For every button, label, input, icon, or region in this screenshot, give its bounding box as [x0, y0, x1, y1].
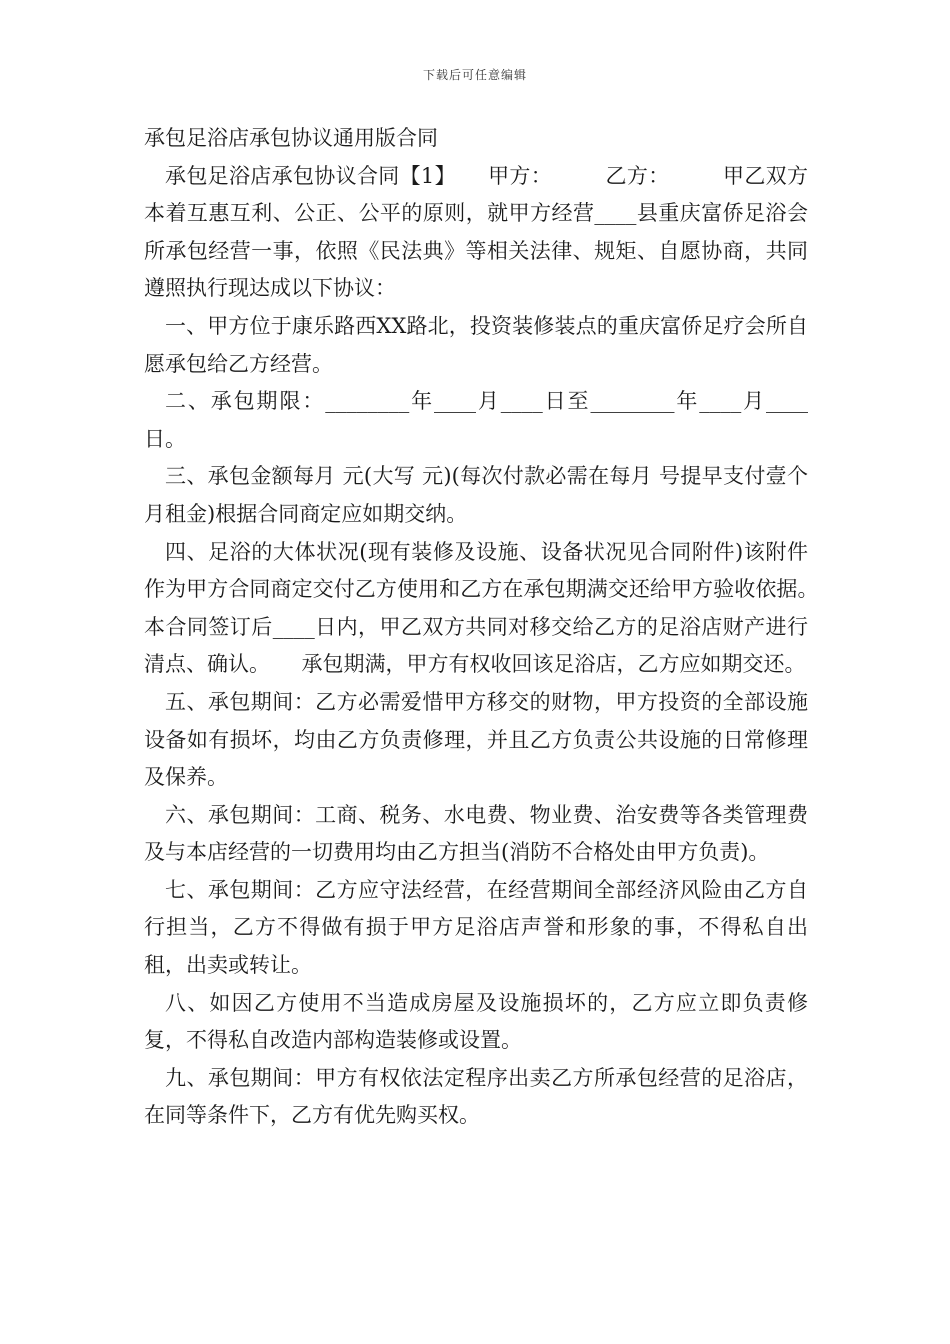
clause-9: 九、承包期间：甲方有权依法定程序出卖乙方所承包经营的足浴店，在同等条件下，乙方有优先购买权。 [144, 1065, 808, 1128]
clause-4: 四、足浴的大体状况(现有装修及设施、设备状况见合同附件)该附件作为甲方合同商定交付乙方使用和乙方在承包期满交还给甲方验收依据。 本合同签订后____日内，甲乙双方共同对移交给乙方的足浴店财产进行清点、确认。 承包期满，甲方有权收回该足浴店，乙方应如期交还。 [144, 539, 850, 677]
clause-2: 二、承包期限：________年____月____日至________年____月____日。 [144, 389, 808, 451]
document-body [144, 120, 850, 1135]
clause-1: 一、甲方位于康乐路西XX路北，投资装修装点的重庆富侨足疗会所自愿承包给乙方经营。 [144, 313, 808, 376]
clause-8: 八、如因乙方使用不当造成房屋及设施损坏的，乙方应立即负责修复，不得私自改造内部构造装修或设置。 [144, 990, 808, 1053]
clause-3: 三、承包金额每月 元(大写 元)(每次付款必需在每月 号提早支付壹个月租金)根据合同商定应如期交纳。 [144, 464, 808, 526]
paragraph-preamble: 承包足浴店承包协议合同【1】 甲方： 乙方： 甲乙双方本着互惠互利、公正、公平的原则，就甲方经营____县重庆富侨足浴会所承包经营一事，依照《民法典》等相关法律、规矩、自愿协商，共同遵照执行现达成以下协议： [144, 163, 808, 301]
header-note: 下载后可任意编辑 [422, 68, 527, 82]
document-title: 承包足浴店承包协议通用版合同 [144, 126, 438, 150]
clause-6: 六、承包期间：工商、税务、水电费、物业费、治安费等各类管理费及与本店经营的一切费用均由乙方担当(消防不合格处由甲方负责)。 [144, 802, 808, 865]
clause-5: 五、承包期间：乙方必需爱惜甲方移交的财物，甲方投资的全部设施设备如有损坏，均由乙方负责修理，并且乙方负责公共设施的日常修理及保养。 [144, 689, 808, 790]
clause-7: 七、承包期间：乙方应守法经营，在经营期间全部经济风险由乙方自行担当，乙方不得做有损于甲方足浴店声誉和形象的事，不得私自出租，出卖或转让。 [144, 877, 808, 978]
